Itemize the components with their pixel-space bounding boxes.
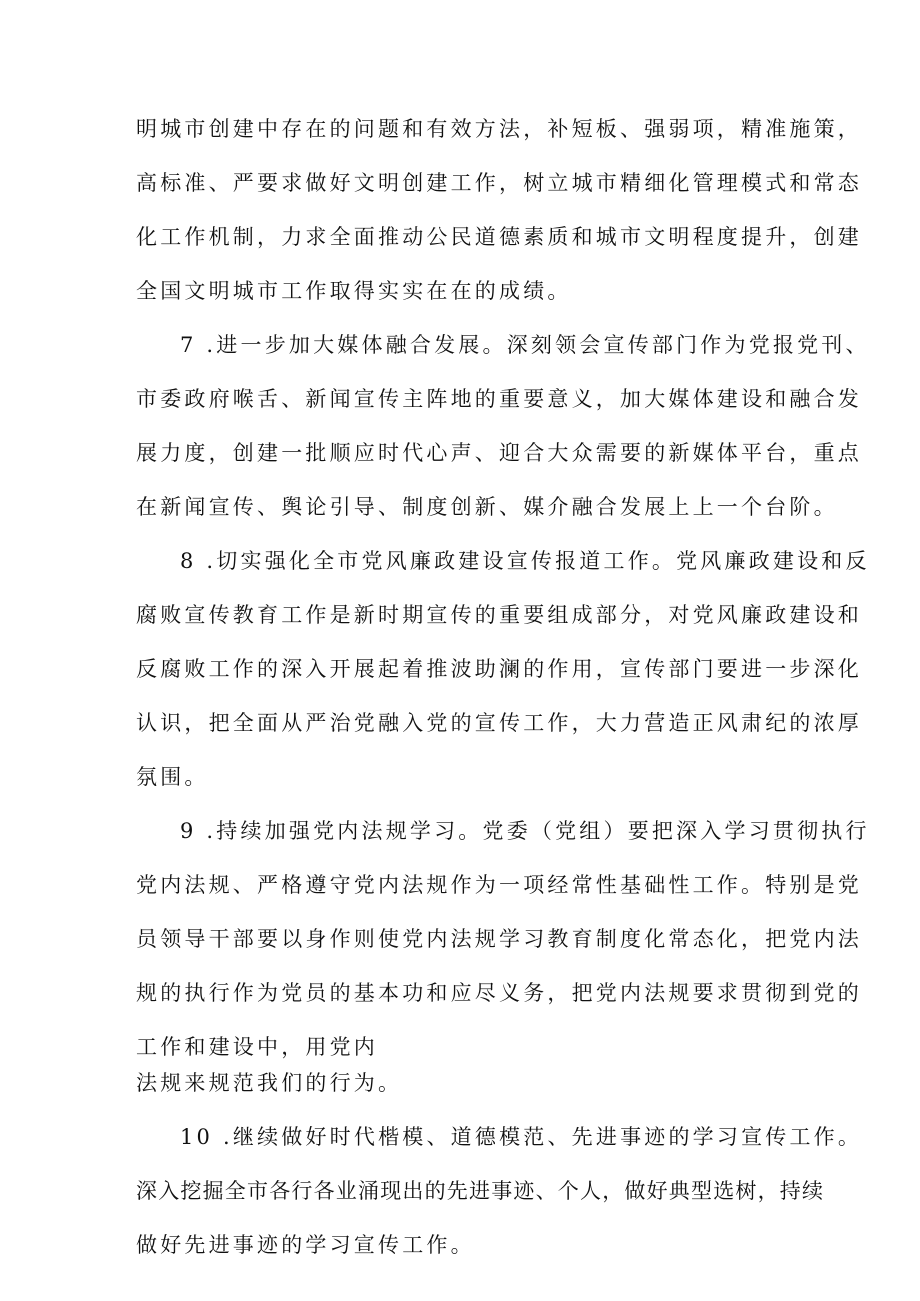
text-line: 氛围。 bbox=[136, 765, 209, 789]
text-line: 法规来规范我们的行为。 bbox=[136, 1071, 403, 1095]
paragraph-civilized-city bbox=[136, 102, 862, 318]
text-line: 全国文明城市工作取得实实在在的成绩。 bbox=[136, 279, 572, 303]
document-page bbox=[136, 102, 870, 1272]
text-line: 8 .切实强化全市党风廉政建设宣传报道工作。党风廉政建设和反 bbox=[180, 549, 870, 573]
text-line: 反腐败工作的深入开展起着推波助澜的作用，宣传部门要进一步深化 bbox=[136, 657, 862, 681]
text-line: 在新闻宣传、舆论引导、制度创新、媒介融合发展上上一个台阶。 bbox=[136, 495, 838, 519]
text-line: 7 .进一步加大媒体融合发展。深刻领会宣传部门作为党报党刊、 bbox=[180, 333, 870, 357]
text-line: 做好先进事迹的学习宣传工作。 bbox=[136, 1233, 475, 1257]
text-line: 市委政府喉舌、新闻宣传主阵地的重要意义，加大媒体建设和融合发 bbox=[136, 387, 862, 411]
paragraph-item-7-media-integration bbox=[136, 318, 870, 534]
text-line: 员领导干部要以身作则使党内法规学习教育制度化常态化，把党内法 bbox=[136, 927, 862, 951]
text-line: 展力度，创建一批顺应时代心声、迎合大众需要的新媒体平台，重点 bbox=[136, 441, 862, 465]
text-line: 认识，把全面从严治党融入党的宣传工作，大力营造正风肃纪的浓厚 bbox=[136, 711, 862, 735]
text-line: 深入挖掘全市各行各业涌现出的先进事迹、个人，做好典型选树，持续 bbox=[136, 1179, 825, 1203]
text-line: 党内法规、严格遵守党内法规作为一项经常性基础性工作。特别是党 bbox=[136, 873, 862, 897]
paragraph-item-10-role-models bbox=[136, 1110, 863, 1272]
paragraph-item-9-party-regulations bbox=[136, 804, 870, 1098]
text-line: 规的执行作为党员的基本功和应尽义务，把党内法规要求贯彻到党的 bbox=[136, 981, 862, 1005]
text-line: 化工作机制，力求全面推动公民道德素质和城市文明程度提升，创建 bbox=[136, 225, 862, 249]
text-line: 10 .继续做好时代楷模、道德模范、先进事迹的学习宣传工作。 bbox=[180, 1125, 863, 1149]
text-line: 工作和建设中，用党内 bbox=[136, 1035, 378, 1059]
text-line: 高标准、严要求做好文明创建工作，树立城市精细化管理模式和常态 bbox=[136, 171, 862, 195]
text-line: 9 .持续加强党内法规学习。党委（党组）要把深入学习贯彻执行 bbox=[180, 819, 870, 843]
text-line: 明城市创建中存在的问题和有效方法，补短板、强弱项，精准施策， bbox=[136, 117, 862, 141]
paragraph-item-8-clean-governance bbox=[136, 534, 870, 804]
text-line: 腐败宣传教育工作是新时期宣传的重要组成部分，对党风廉政建设和 bbox=[136, 603, 862, 627]
